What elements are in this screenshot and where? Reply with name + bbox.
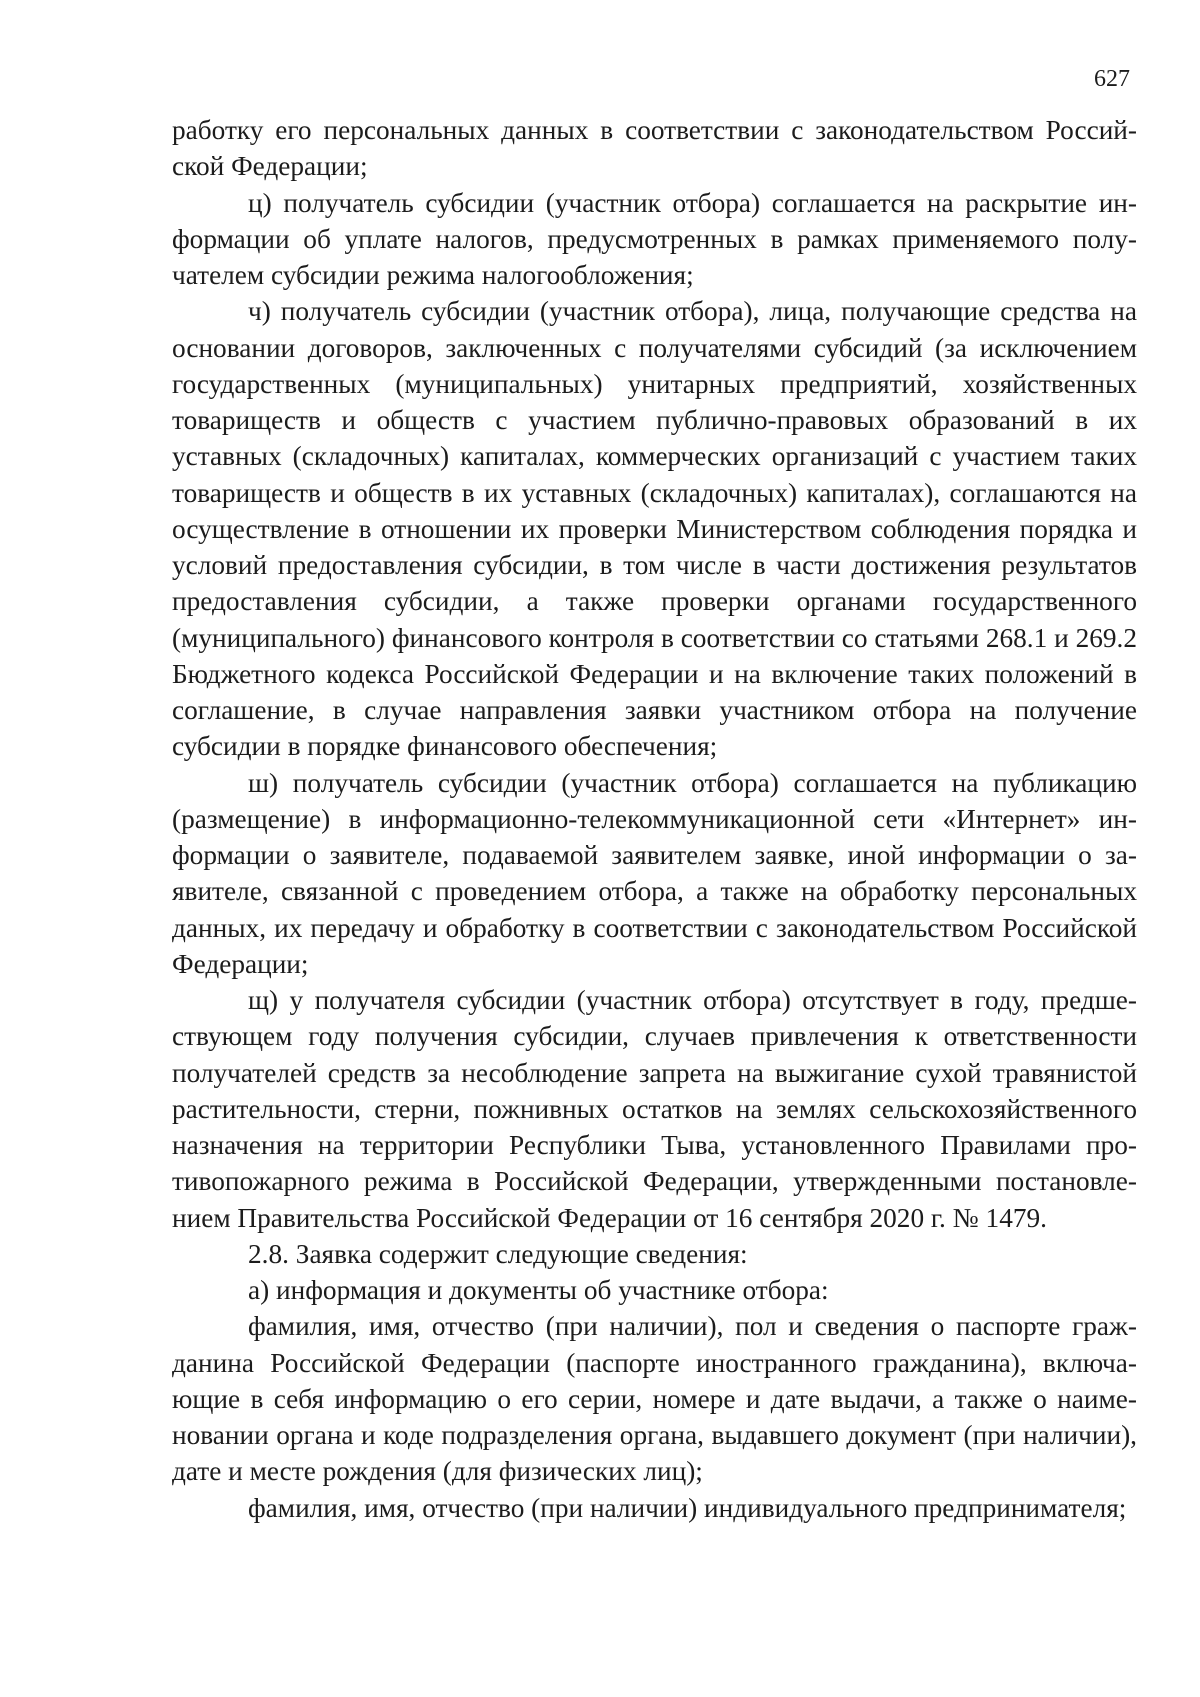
paragraph: ц) получатель субсидии (участник отбора) соглашается на раскрытие информации об уплате налогов, предусмотренных в рамках применяемого получателем субсидии режима налогообложения;	[172, 187, 1137, 290]
paragraph: а) информация и документы об участнике отбора:	[248, 1275, 829, 1305]
paragraph: фамилия, имя, отчество (при наличии) индивидуального предпринимателя;	[248, 1492, 1127, 1523]
page-number: 627	[1094, 66, 1130, 92]
paragraph: работку его персональных данных в соответствии с законодательством Российской Федерации;	[172, 115, 1137, 182]
body-text	[172, 112, 1137, 1526]
paragraph: ш) получатель субсидии (участник отбора) соглашается на публикацию (размещение) в информационно-телекоммуникационной сети «Интернет» информации о заявителе, подаваемой заявителем заявке, иной информации о заявителе, связанной с проведением отбора, а также на обработку персональных данных, их передачу и обработку в соответствии с законодательством Российской Федерации;	[172, 767, 1137, 979]
paragraph: ч) получатель субсидии (участник отбора), лица, получающие средства на основании договоров, заключенных с получателями субсидий (за исключением государственных (муниципальных) унитарных предприятий, хозяйственных товариществ и обществ с участием публично-правовых образований в их уставных (складочных) капиталах, коммерческих организаций с участием таких товариществ и обществ в их уставных (складочных) капиталах), соглашаются на осуществление в отношении их проверки Министерством соблюдения порядка и условий предоставления субсидии, в том числе в части достижения результатов предоставления субсидии, а также проверки органами государственного (муниципального) финансового контроля в соответствии со статьями 268.1 и 269.2 Бюджетного кодекса Российской Федерации и на включение таких положений в соглашение, в случае направления заявки участником отбора на получение субсидии в порядке финансового обеспечения;	[172, 296, 1137, 762]
paragraph: фамилия, имя, отчество (при наличии), пол и сведения о паспорте гражданина Российской Федерации (паспорте иностранного гражданина), включающие в себя информацию о его серии, номере и дате выдачи, а также о наименовании органа и коде подразделения органа, выдавшего документ (при наличии), дате и месте рождения (для физических лиц);	[172, 1311, 1137, 1487]
paragraph: 2.8. Заявка содержит следующие сведения:	[248, 1238, 748, 1269]
paragraph: щ) у получателя субсидии (участник отбора) отсутствует в году, предшествующем году получения субсидии, случаев привлечения к ответственности получателей средств за несоблюдение запрета на выжигание сухой травянистой растительности, стерни, пожнивных остатков на землях сельскохозяйственного назначения на территории Республики Тыва, установленного Правилами противопожарного режима в Российской Федерации, утвержденными постановлением Правительства Российской Федерации от 16 сентября 2020 г. № 1479.	[172, 985, 1137, 1233]
